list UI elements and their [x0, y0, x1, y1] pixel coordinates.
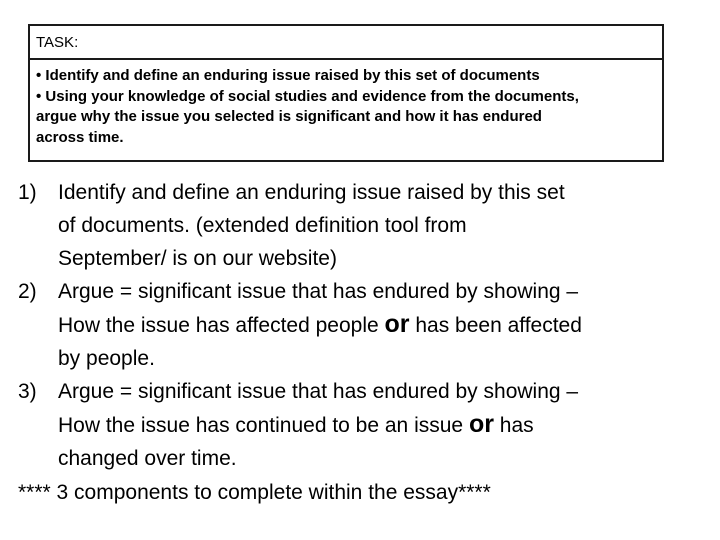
step-text-line: changed over time. [58, 447, 237, 470]
task-box [28, 24, 664, 162]
step-text-line: Argue = significant issue that has endured by showing – [58, 280, 579, 303]
step-text-line [58, 408, 714, 442]
task-line: across time. [36, 128, 124, 146]
task-header: TASK: [30, 26, 662, 60]
step-text-line: of documents. (extended definition tool from [58, 214, 467, 237]
steps-list [14, 176, 714, 475]
task-line: argue why the issue you selected is significant and how it has endured [36, 108, 542, 125]
step-text-segment: How the issue has affected people [58, 314, 385, 337]
emphasis-or: or [468, 410, 494, 438]
task-line: • Identify and define an enduring issue raised by this set of documents [36, 67, 540, 84]
step-3 [14, 375, 714, 475]
step-text-segment: has been affected [409, 314, 582, 337]
footer-note: **** 3 components to complete within the essay**** [18, 481, 491, 504]
step-1 [14, 176, 714, 275]
task-line: • Using your knowledge of social studies and evidence from the documents, [36, 87, 579, 105]
step-text-line: Argue = significant issue that has endured by showing – [58, 380, 579, 403]
step-text-segment: How the issue has continued to be an issue [58, 414, 469, 437]
step-number: 1) [18, 181, 37, 204]
emphasis-or: or [384, 310, 410, 338]
step-2 [14, 275, 714, 375]
step-text-line: by people. [58, 347, 155, 370]
step-number: 2) [18, 280, 37, 303]
step-number: 3) [18, 380, 37, 403]
step-text-segment: has [493, 414, 534, 437]
task-body [30, 60, 662, 148]
step-text-line: Identify and define an enduring issue raised by this set [58, 181, 565, 204]
step-text-line: September/ is on our website) [58, 247, 337, 270]
step-text-line [58, 308, 714, 342]
